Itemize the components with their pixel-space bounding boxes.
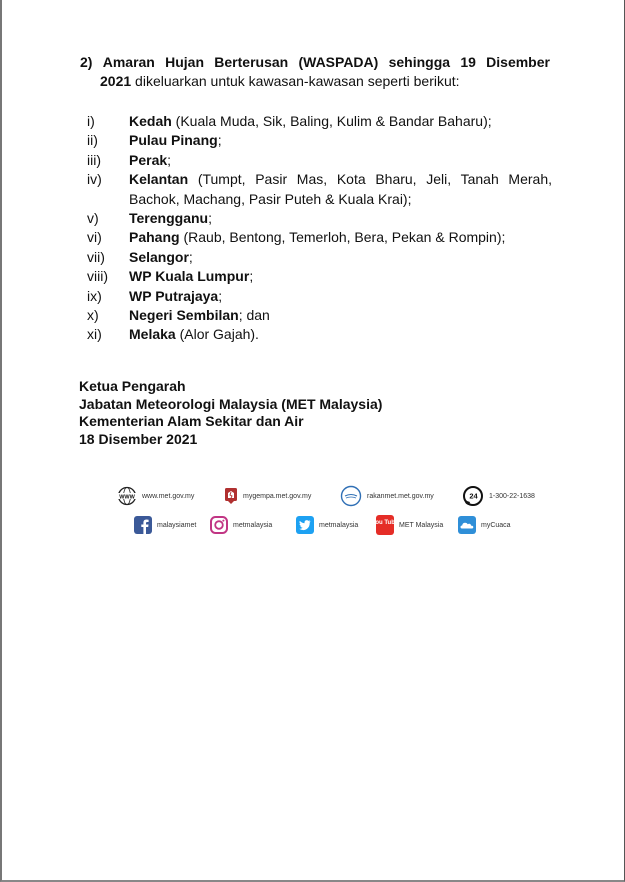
list-item bbox=[87, 228, 552, 247]
item-number: ii) bbox=[87, 132, 98, 149]
earthquake-icon bbox=[224, 487, 238, 505]
list-item bbox=[87, 287, 552, 306]
svg-text:WWW: WWW bbox=[119, 494, 135, 501]
item-number: viii) bbox=[87, 268, 108, 285]
website-link[interactable] bbox=[117, 486, 224, 506]
website-text: www.met.gov.my bbox=[142, 492, 195, 500]
youtube-icon bbox=[371, 515, 399, 535]
list-item bbox=[87, 248, 552, 267]
region-name: WP Kuala Lumpur bbox=[129, 268, 250, 285]
item-number: vi) bbox=[87, 229, 102, 246]
signature-department: Jabatan Meteorologi Malaysia (MET Malaysia) bbox=[79, 395, 383, 412]
item-number: vii) bbox=[87, 248, 105, 265]
youtube-text: MET Malaysia bbox=[399, 521, 444, 529]
item-number: iv) bbox=[87, 171, 102, 188]
hotline-text: 1-300-22-1638 bbox=[489, 492, 535, 500]
mycuaca-link[interactable] bbox=[458, 516, 511, 534]
notice-word: (WASPADA) bbox=[298, 54, 379, 70]
svg-text:24: 24 bbox=[469, 491, 478, 501]
region-detail: (Alor Gajah). bbox=[175, 326, 259, 343]
rakanmet-link[interactable] bbox=[340, 485, 462, 507]
signature-ministry: Kementerian Alam Sekitar dan Air bbox=[79, 413, 304, 429]
list-item bbox=[87, 112, 552, 131]
instagram-link[interactable] bbox=[210, 516, 296, 534]
notice-line-2 bbox=[80, 72, 550, 91]
facebook-link[interactable] bbox=[134, 516, 210, 534]
notice-word: sehingga bbox=[388, 54, 451, 70]
svg-text:You Tube: You Tube bbox=[371, 520, 399, 526]
item-number: x) bbox=[87, 307, 99, 324]
region-detail: (Tumpt, Pasir Mas, Kota Bharu, Jeli, Tanah Merah, Bachok, Machang, Pasir Puteh & Kuala Krai); bbox=[129, 171, 552, 207]
region-name: Melaka bbox=[129, 326, 176, 343]
region-detail: ; bbox=[167, 151, 172, 168]
notice-word: 19 bbox=[460, 54, 476, 70]
instagram-icon bbox=[210, 516, 228, 534]
signature-block bbox=[79, 378, 382, 448]
region-name: Pahang bbox=[129, 229, 180, 246]
list-item bbox=[87, 209, 552, 228]
list-item bbox=[87, 325, 552, 344]
signature-date: 18 Disember 2021 bbox=[79, 430, 198, 447]
list-item bbox=[87, 151, 552, 170]
phone-24-icon bbox=[462, 485, 484, 507]
item-number: ix) bbox=[87, 287, 102, 304]
mycuaca-text: myCuaca bbox=[481, 521, 511, 529]
rakanmet-logo-icon bbox=[340, 485, 362, 507]
list-item bbox=[87, 131, 552, 150]
hotline-link[interactable] bbox=[462, 485, 535, 507]
instagram-text: metmalaysia bbox=[233, 521, 273, 529]
youtube-link[interactable] bbox=[371, 515, 458, 535]
region-name: Pulau Pinang bbox=[129, 132, 218, 149]
item-number: iii) bbox=[87, 151, 101, 168]
region-name: Selangor bbox=[129, 248, 189, 265]
list-item bbox=[87, 267, 552, 286]
notice-paragraph bbox=[80, 53, 550, 91]
region-detail: ; bbox=[208, 210, 212, 227]
rakanmet-text: rakanmet.met.gov.my bbox=[367, 492, 434, 500]
notice-word: Hujan bbox=[165, 54, 205, 70]
twitter-link[interactable] bbox=[296, 516, 376, 534]
region-detail: ; bbox=[249, 268, 254, 285]
notice-word: Disember bbox=[486, 54, 550, 70]
list-item bbox=[87, 306, 552, 325]
facebook-icon bbox=[134, 516, 152, 534]
footer-row-1 bbox=[117, 484, 547, 508]
region-name: WP Putrajaya bbox=[129, 287, 219, 304]
item-number: i) bbox=[87, 113, 95, 129]
globe-icon bbox=[117, 486, 137, 506]
contact-footer bbox=[117, 484, 547, 542]
notice-year: 2021 bbox=[100, 73, 132, 89]
item-number: v) bbox=[87, 210, 99, 227]
region-detail: ; bbox=[218, 287, 223, 304]
notice-word: Berterusan bbox=[214, 54, 289, 70]
cloud-icon bbox=[458, 516, 476, 534]
gempa-link[interactable] bbox=[224, 487, 340, 505]
region-list bbox=[87, 112, 552, 345]
notice-text: dikeluarkan untuk kawasan-kawasan seperti berikut: bbox=[131, 73, 460, 89]
region-name: Terengganu bbox=[129, 210, 209, 227]
region-detail: ; dan bbox=[238, 307, 270, 324]
footer-row-2 bbox=[117, 513, 547, 537]
notice-word: Amaran bbox=[102, 54, 155, 70]
item-number: xi) bbox=[87, 326, 102, 343]
region-name: Kelantan bbox=[129, 171, 189, 188]
list-item bbox=[87, 170, 552, 209]
region-detail: (Kuala Muda, Sik, Baling, Kulim & Bandar Baharu); bbox=[171, 113, 492, 129]
region-detail: (Raub, Bentong, Temerloh, Bera, Pekan & Rompin); bbox=[179, 229, 506, 246]
region-name: Kedah bbox=[129, 113, 172, 129]
twitter-text: metmalaysia bbox=[319, 521, 359, 529]
notice-number: 2) bbox=[80, 54, 93, 70]
region-detail: ; bbox=[188, 248, 193, 265]
notice-line-1 bbox=[80, 53, 550, 72]
facebook-text: malaysiamet bbox=[157, 521, 197, 529]
region-name: Negeri Sembilan bbox=[129, 307, 239, 324]
gempa-text: mygempa.met.gov.my bbox=[243, 492, 312, 500]
signature-title: Ketua Pengarah bbox=[79, 378, 186, 394]
region-detail: ; bbox=[217, 132, 222, 149]
region-name: Perak bbox=[129, 151, 168, 168]
twitter-icon bbox=[296, 516, 314, 534]
